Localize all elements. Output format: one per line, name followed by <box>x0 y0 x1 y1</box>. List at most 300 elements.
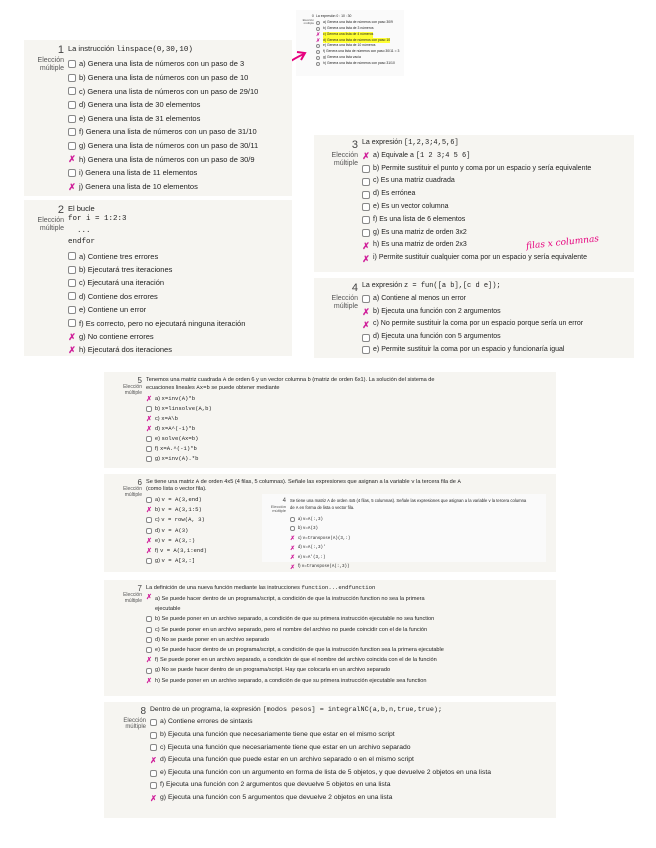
option-content <box>79 112 200 126</box>
selected-mark-icon[interactable]: ✗ <box>146 425 152 433</box>
checkbox[interactable] <box>68 115 76 123</box>
option-content <box>155 676 427 686</box>
option-row[interactable] <box>290 524 542 534</box>
option-row[interactable] <box>68 71 288 85</box>
option-row[interactable] <box>362 163 630 176</box>
option-text: Ejecutará una iteración <box>87 278 165 288</box>
checkbox[interactable] <box>316 44 320 48</box>
option-code: v = A(3,1:5) <box>161 506 202 514</box>
option-content <box>155 594 425 614</box>
option-content <box>160 716 253 729</box>
option-row[interactable] <box>362 344 630 357</box>
question-number-block <box>104 376 142 397</box>
checkbox[interactable] <box>68 292 76 300</box>
option-text: Se puede poner en un archivo separado, a condición de que el nombre del archivo coincida con el de la función <box>159 657 437 664</box>
checkbox[interactable] <box>68 252 76 260</box>
option-row[interactable] <box>362 306 630 319</box>
option-text: Ejecutará tres iteraciones <box>87 264 173 274</box>
option-letter: a) <box>155 496 160 503</box>
option-row[interactable] <box>362 252 630 265</box>
checkbox[interactable] <box>362 295 370 303</box>
option-letter: h) <box>155 677 160 684</box>
option-content <box>79 180 198 194</box>
option-row[interactable] <box>150 792 552 805</box>
option-text: Genera una lista de números con un paso de 30/9 <box>87 154 255 164</box>
option-row[interactable] <box>68 263 288 276</box>
option-letter: c) <box>373 320 379 328</box>
question-card-7 <box>104 580 556 696</box>
stem-text: de orden 4x5 (4 filas, 5 columnas). Señale las expresiones que asignan a la variable v la tercera columna <box>329 498 527 503</box>
stem-text: se puede obtener mediante <box>209 384 280 391</box>
stem-code: function...endfunction <box>301 584 376 591</box>
option-text: No se puede poner en un archivo separado <box>161 636 270 643</box>
option-content <box>79 317 245 330</box>
checkbox[interactable] <box>362 229 370 237</box>
option-letter: f) <box>160 781 165 789</box>
option-row[interactable] <box>290 515 542 525</box>
question-card-2 <box>24 200 292 356</box>
selected-mark-icon[interactable]: ✗ <box>290 564 296 571</box>
option-text: Se puede hacer dentro de un programa/script, a condición de que la instrucción function sea la primera ejecutable <box>161 647 444 653</box>
option-letter: e) <box>79 305 86 315</box>
checkbox[interactable] <box>146 446 152 452</box>
option-text: Es una lista de 6 elementos <box>379 215 466 223</box>
option-row[interactable] <box>68 166 288 180</box>
option-content <box>155 505 202 515</box>
selected-mark-icon[interactable]: ✗ <box>316 31 321 38</box>
option-text: Ejecuta una función que necesariamente tiene que estar en un archivo separado <box>167 743 411 751</box>
checkbox[interactable] <box>146 456 152 462</box>
checkbox[interactable] <box>146 627 152 633</box>
question-stem <box>146 478 552 493</box>
option-row[interactable] <box>146 434 552 444</box>
question-type-label: Elección múltiple <box>123 384 142 396</box>
option-code: solve(Ax=b) <box>161 434 199 442</box>
selected-mark-icon[interactable]: ✗ <box>362 240 370 251</box>
stem-text: La definición de una nueva función mediante las instrucciones <box>146 585 302 591</box>
option-letter: d) <box>160 756 167 764</box>
option-content <box>155 414 178 424</box>
option-content <box>160 767 491 780</box>
option-content <box>373 252 587 265</box>
option-text: Genera una lista de números con un paso de 29/10 <box>87 86 259 96</box>
option-letter: c) <box>373 177 379 185</box>
option-content <box>373 188 415 201</box>
checkbox[interactable] <box>146 436 152 442</box>
option-code: v = row(A, 3) <box>161 516 205 524</box>
checkbox[interactable] <box>68 87 76 95</box>
checkbox[interactable] <box>146 517 152 523</box>
option-row[interactable] <box>146 655 552 665</box>
option-code: v = A(3,:) <box>161 536 196 544</box>
option-text: Es errónea <box>381 190 416 198</box>
option-content <box>79 139 258 153</box>
option-row[interactable] <box>68 250 288 263</box>
option-row[interactable] <box>150 742 552 755</box>
option-content <box>155 635 269 645</box>
selected-mark-icon[interactable]: ✗ <box>362 306 370 317</box>
question-number-block <box>104 478 142 499</box>
checkbox[interactable] <box>68 306 76 314</box>
option-row[interactable] <box>68 330 288 343</box>
selected-mark-icon[interactable]: ✗ <box>146 395 152 403</box>
option-row[interactable] <box>290 534 542 544</box>
option-content <box>155 556 195 566</box>
option-row[interactable] <box>68 85 288 99</box>
option-letter: f) <box>323 49 326 54</box>
option-row[interactable] <box>146 394 552 404</box>
option-row[interactable] <box>68 290 288 303</box>
option-letter: f) <box>79 127 84 137</box>
question-number-block <box>24 44 64 73</box>
option-text: Genera una lista de números con paso 30/9 <box>326 20 393 25</box>
checkbox[interactable] <box>68 101 76 109</box>
checkbox[interactable] <box>150 782 157 789</box>
question-type-label: Elección múltiple <box>302 17 314 26</box>
stem-code: A <box>295 507 299 512</box>
checkbox[interactable] <box>68 279 76 287</box>
stem-code: [1,2,3;4,5,6] <box>404 139 459 147</box>
stem-code: ... <box>68 226 91 235</box>
checkbox[interactable] <box>362 216 370 224</box>
checkbox[interactable] <box>68 60 76 68</box>
checkbox[interactable] <box>290 526 295 531</box>
question-body <box>362 282 630 357</box>
option-letter: g) <box>323 55 327 60</box>
option-text: Permite sustituir cualquier coma por un espacio y sería equivalente <box>378 254 588 262</box>
option-text: Genera una lista vacía <box>326 55 361 60</box>
option-row[interactable] <box>68 303 288 316</box>
question-body <box>146 376 552 464</box>
option-row[interactable] <box>68 317 288 330</box>
option-letter: g) <box>79 331 86 341</box>
option-row[interactable] <box>146 645 552 655</box>
option-letter: d) <box>373 333 380 341</box>
option-row[interactable] <box>146 594 552 614</box>
checkbox[interactable] <box>68 74 76 82</box>
option-content <box>373 331 501 344</box>
option-letter: c) <box>160 743 166 751</box>
selected-mark-icon[interactable]: ✗ <box>150 756 157 766</box>
checkbox[interactable] <box>150 744 157 751</box>
option-code: v=transpose(A(:,3)) <box>301 565 350 570</box>
option-letter: c) <box>298 534 302 540</box>
option-code: v=A(:,3)' <box>302 546 326 551</box>
option-content <box>79 263 172 276</box>
option-content <box>155 424 195 434</box>
option-content <box>155 655 437 665</box>
question-stem <box>68 204 288 248</box>
selected-mark-icon[interactable]: ✗ <box>146 593 152 601</box>
option-row[interactable] <box>150 729 552 742</box>
option-content <box>79 166 197 180</box>
question-body <box>146 584 552 686</box>
selected-mark-icon[interactable]: ✗ <box>316 37 321 44</box>
selected-mark-icon[interactable]: ✗ <box>362 151 370 162</box>
option-row[interactable] <box>290 543 542 553</box>
option-text: Genera una lista de números con un paso de 10 <box>87 72 249 82</box>
option-content <box>79 71 248 85</box>
question-number: 5 <box>137 376 142 385</box>
option-letter: e) <box>160 768 167 776</box>
option-row[interactable] <box>150 779 552 792</box>
option-text: No contiene errores <box>87 331 154 341</box>
option-letter: d) <box>373 190 380 198</box>
option-row[interactable] <box>68 343 288 356</box>
option-letter: b) <box>155 507 160 514</box>
selected-mark-icon[interactable]: ✗ <box>68 331 76 342</box>
selected-mark-icon[interactable]: ✗ <box>68 345 76 356</box>
option-row[interactable] <box>146 444 552 454</box>
question-number: 3 <box>351 139 358 151</box>
option-code: x=A\b <box>161 414 179 422</box>
option-row[interactable] <box>68 98 288 112</box>
question-body <box>68 44 288 193</box>
option-letter: g) <box>160 794 167 802</box>
checkbox[interactable] <box>68 142 76 150</box>
option-content <box>373 227 467 240</box>
question-body <box>362 139 630 265</box>
selected-mark-icon[interactable]: ✗ <box>290 545 296 552</box>
question-number: 8 <box>140 706 146 717</box>
option-row[interactable] <box>146 454 552 464</box>
option-row[interactable] <box>362 188 630 201</box>
option-content <box>155 645 444 655</box>
question-type-label: Elección múltiple <box>331 151 358 167</box>
option-row[interactable] <box>290 553 542 563</box>
option-content <box>373 201 449 214</box>
checkbox[interactable] <box>146 637 152 643</box>
option-content <box>155 536 195 546</box>
option-content <box>160 742 411 755</box>
option-row[interactable] <box>146 414 552 424</box>
option-code: x=inv(A).*b <box>161 454 199 462</box>
selected-mark-icon[interactable]: ✗ <box>290 535 296 542</box>
question-type-label: Elección múltiple <box>123 486 142 498</box>
option-letter: a) <box>79 59 86 69</box>
checkbox[interactable] <box>362 191 370 199</box>
option-row[interactable] <box>146 614 552 624</box>
selected-mark-icon[interactable]: ✗ <box>68 181 76 192</box>
option-text: Genera una lista de 31 elementos <box>87 113 201 123</box>
stem-text: Se tiene una matriz <box>290 498 328 503</box>
option-letter: b) <box>155 405 160 412</box>
checkbox[interactable] <box>146 668 152 674</box>
checkbox[interactable] <box>150 770 157 777</box>
checkbox[interactable] <box>362 165 370 173</box>
stem-code: [modos pesos] = integralNC(a,b,n,true,true); <box>262 706 443 714</box>
selected-mark-icon[interactable]: ✗ <box>146 507 152 515</box>
option-row[interactable] <box>146 665 552 675</box>
checkbox[interactable] <box>316 56 320 60</box>
question-type-label: Elección múltiple <box>37 216 64 232</box>
option-row[interactable] <box>316 61 400 67</box>
option-text: Contiene dos errores <box>87 291 158 301</box>
checkbox[interactable] <box>68 128 76 136</box>
option-row[interactable] <box>362 331 630 344</box>
option-row[interactable] <box>150 716 552 729</box>
question-stem <box>316 14 400 18</box>
option-code: v=A'(3,:) <box>302 555 326 560</box>
checkbox[interactable] <box>146 497 152 503</box>
option-content <box>79 290 158 303</box>
option-letter: c) <box>79 86 86 96</box>
option-letter: a) <box>160 718 167 726</box>
option-row[interactable] <box>68 180 288 194</box>
question-number-block <box>314 282 358 311</box>
option-code: v = A[3,:] <box>161 557 196 565</box>
selected-mark-icon[interactable]: ✗ <box>68 154 76 165</box>
selected-mark-icon[interactable]: ✗ <box>146 548 152 556</box>
option-text: Ejecuta una función con 2 argumentos que devuelve 5 objetos en una lista <box>166 781 391 789</box>
option-row[interactable] <box>362 150 630 163</box>
option-letter: a) <box>79 251 86 261</box>
option-row[interactable] <box>362 175 630 188</box>
option-letter: h) <box>79 154 86 164</box>
question-type-label: Elección múltiple <box>123 592 142 604</box>
stem-code: Ax=b <box>196 383 210 391</box>
question-type-label: Elección múltiple <box>123 717 146 731</box>
checkbox[interactable] <box>146 528 152 534</box>
question-number: 6 <box>137 478 142 487</box>
option-text: Genera una lista de 30 elementos <box>87 100 201 110</box>
option-row[interactable] <box>290 562 542 572</box>
option-row[interactable] <box>362 214 630 227</box>
checkbox[interactable] <box>146 647 152 653</box>
checkbox[interactable] <box>68 319 76 327</box>
option-letter: a) <box>323 20 327 25</box>
option-letter: a) <box>298 515 302 521</box>
option-letter: e) <box>373 202 380 210</box>
option-text: Genera una lista de números con un paso de 31/10 <box>85 127 257 137</box>
checkbox[interactable] <box>146 558 152 564</box>
option-row[interactable] <box>362 318 630 331</box>
checkbox[interactable] <box>146 616 152 622</box>
checkbox[interactable] <box>316 21 320 25</box>
option-content <box>79 303 146 316</box>
option-letter: b) <box>298 525 302 531</box>
option-content <box>373 306 501 319</box>
option-row[interactable] <box>68 57 288 71</box>
option-text: Genera una lista de 3 números <box>326 26 374 31</box>
stem-text: Se tiene una matriz <box>146 479 196 485</box>
option-letter: g) <box>155 455 160 462</box>
option-text: Se puede hacer dentro de un programa/script, a condición de que la instrucción function no sea la primera ejecutable <box>155 595 425 613</box>
option-letter: a) <box>373 294 380 302</box>
option-code: x=inv(A)*b <box>161 394 196 402</box>
question-body <box>290 498 542 572</box>
option-row[interactable] <box>146 625 552 635</box>
option-row[interactable] <box>362 293 630 306</box>
option-code: v=A(:,3) <box>302 517 324 522</box>
selected-mark-icon[interactable]: ✗ <box>146 415 152 423</box>
option-row[interactable] <box>146 424 552 434</box>
option-row[interactable] <box>146 676 552 686</box>
option-content <box>298 524 318 534</box>
checkbox[interactable] <box>362 334 370 342</box>
option-letter: d) <box>155 425 160 432</box>
selected-mark-icon[interactable]: ✗ <box>362 253 370 264</box>
option-content <box>155 614 434 624</box>
option-content <box>160 792 392 805</box>
option-row[interactable] <box>68 112 288 126</box>
option-content <box>298 553 326 563</box>
option-content <box>155 394 195 404</box>
option-row[interactable] <box>68 153 288 167</box>
option-content <box>160 729 395 742</box>
option-content <box>155 625 427 635</box>
selected-mark-icon[interactable]: ✗ <box>146 537 152 545</box>
option-content <box>155 434 198 444</box>
option-letter: c) <box>155 415 160 422</box>
option-letter: h) <box>373 241 380 249</box>
stem-text: Dentro de un programa, la expresión <box>150 706 263 713</box>
stem-text: de <box>290 505 296 511</box>
checkbox[interactable] <box>316 27 320 31</box>
option-text: Ejecuta una función con 2 argumentos <box>381 307 501 315</box>
checkbox[interactable] <box>362 203 370 211</box>
checkbox[interactable] <box>362 178 370 186</box>
checkbox[interactable] <box>316 62 320 66</box>
question-card-4 <box>314 278 634 358</box>
selected-mark-icon[interactable]: ✗ <box>362 319 370 330</box>
option-row[interactable] <box>68 276 288 289</box>
stem-code: linspace(0,30,10) <box>116 46 193 54</box>
selected-mark-icon[interactable]: ✗ <box>146 657 152 665</box>
option-text: Ejecuta una función con un argumento en forma de lista de 5 objetos, y que devuelve 2 objetos en una lista <box>167 768 492 776</box>
checkbox[interactable] <box>150 719 157 726</box>
checkbox[interactable] <box>316 50 320 54</box>
option-letter: e) <box>155 435 160 442</box>
option-text: Ejecuta una función con 5 argumentos que devuelve 2 objetos en una lista <box>167 794 393 802</box>
option-row[interactable] <box>146 635 552 645</box>
selected-mark-icon[interactable]: ✗ <box>146 677 152 685</box>
option-content <box>155 495 202 505</box>
checkbox[interactable] <box>362 346 370 354</box>
question-number: 1 <box>57 44 64 56</box>
question-body <box>150 706 552 805</box>
stem-text: El bucle <box>68 204 95 213</box>
selected-mark-icon[interactable]: ✗ <box>290 555 296 562</box>
option-letter: i) <box>79 168 84 178</box>
option-row[interactable] <box>68 125 288 139</box>
checkbox[interactable] <box>150 732 157 739</box>
option-row[interactable] <box>146 404 552 414</box>
option-text: Se puede poner en un archivo separado, a condición de que su primera instrucción ejecutable no sea function <box>161 616 435 623</box>
option-content <box>373 214 465 227</box>
option-text: Contiene tres errores <box>87 251 159 261</box>
checkbox[interactable] <box>146 406 152 412</box>
checkbox[interactable] <box>290 517 295 522</box>
option-letter: e) <box>79 113 86 123</box>
option-text: Permite sustituir el punto y coma por un espacio y sería equivalente <box>381 164 592 172</box>
option-text: Genera una lista de números con un paso de 3 <box>87 59 245 69</box>
checkbox[interactable] <box>68 169 76 177</box>
question-number: 0 <box>311 13 314 18</box>
option-content <box>373 150 470 163</box>
option-row[interactable] <box>150 767 552 780</box>
option-letter: g) <box>155 558 160 565</box>
checkbox[interactable] <box>68 266 76 274</box>
option-row[interactable] <box>362 201 630 214</box>
option-row[interactable] <box>68 139 288 153</box>
option-content <box>79 98 200 112</box>
option-letter: a) <box>373 151 380 159</box>
option-content <box>373 318 583 331</box>
option-content <box>160 779 391 792</box>
option-row[interactable] <box>150 754 552 767</box>
selected-mark-icon[interactable]: ✗ <box>150 793 157 803</box>
